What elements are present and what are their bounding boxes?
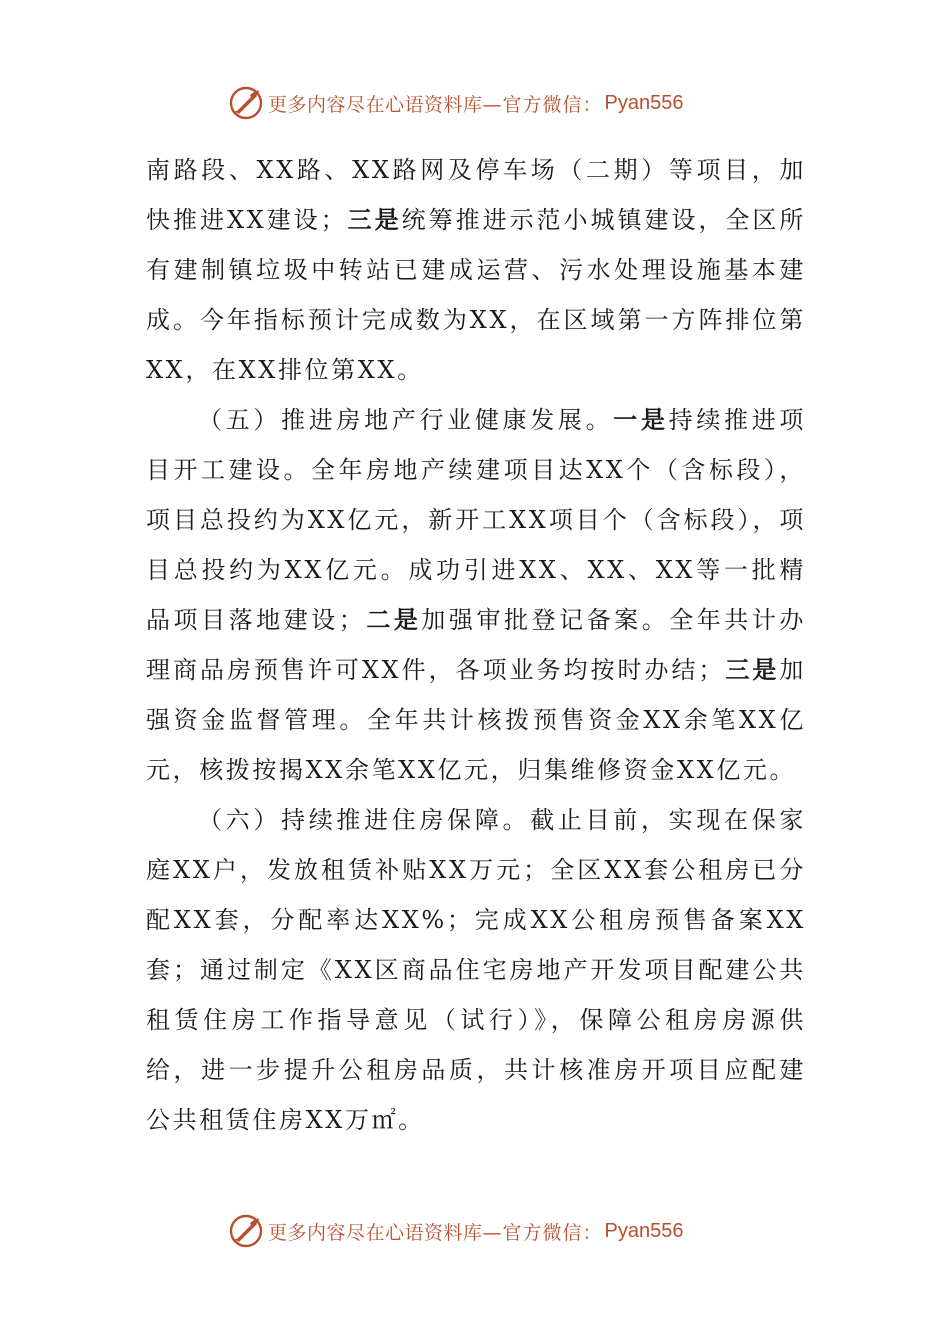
banner-official-text: —官方微信：: [482, 1221, 603, 1244]
banner-brand-text: 更多内容尽在心语资料库: [268, 1221, 483, 1244]
paragraph-text: 统筹推进示范小城镇建设，全区所有建制镇垃圾中转站已建成运营、污水处理设施基本建成。今年指标预计完成数为XX，在区域第一方阵排位第XX，在XX排位第XX。: [146, 206, 807, 384]
banner-wechat-id: Pyan556: [604, 1219, 684, 1242]
paragraph-text: 加强审批登记备案。全年共计办理商品房预售许可XX件，各项业务均按时办结；: [146, 606, 806, 684]
banner-official-text: —官方微信：: [482, 93, 603, 116]
paragraph-text: 加强资金监督管理。全年共计核拨预售资金XX余笔XX亿元，核拨按揭XX余笔XX亿元，归集维修资金XX亿元。: [146, 656, 807, 784]
quill-logo-icon: [228, 85, 264, 121]
paragraph: [146, 795, 806, 1145]
paragraph-text: （六）持续推进住房保障。截止目前，实现在保家庭XX户，发放租赁补贴XX万元；全区XX套公租房已分配XX套，分配率达XX%；完成XX公租房预售备案XX套；通过制定《XX区商品住宅房地产开发项目配建公共租赁住房工作指导意见（试行）》，保障公租房房源供给，进一步提升公租房品质，共计核准房开项目应配建公共租赁住房XX万㎡。: [146, 806, 806, 1134]
paragraph: [146, 145, 806, 395]
header-banner: [228, 83, 748, 123]
banner-wechat-id: Pyan556: [604, 91, 684, 114]
paragraph-text: （五）推进房地产行业健康发展。: [198, 406, 614, 434]
quill-logo-icon: [228, 1213, 264, 1249]
paragraph-text: 南路段、XX路、XX路网及停车场（二期）等项目，加快推进XX建设；: [146, 156, 806, 234]
emphasis-marker: 三是: [725, 655, 780, 684]
banner-brand-text: 更多内容尽在心语资料库: [268, 93, 483, 116]
footer-banner: [228, 1211, 748, 1251]
emphasis-marker: 一是: [613, 405, 669, 434]
paragraph-text: 持续推进项目开工建设。全年房地产续建项目达XX个（含标段），项目总投约为XX亿元，新开工XX项目个（含标段），项目总投约为XX亿元。成功引进XX、XX、XX等一批精品项目落地建设；: [146, 406, 807, 634]
emphasis-marker: 三是: [347, 205, 402, 234]
paragraph: [146, 395, 806, 795]
emphasis-marker: 二是: [365, 605, 422, 634]
document-body: [146, 145, 806, 1145]
